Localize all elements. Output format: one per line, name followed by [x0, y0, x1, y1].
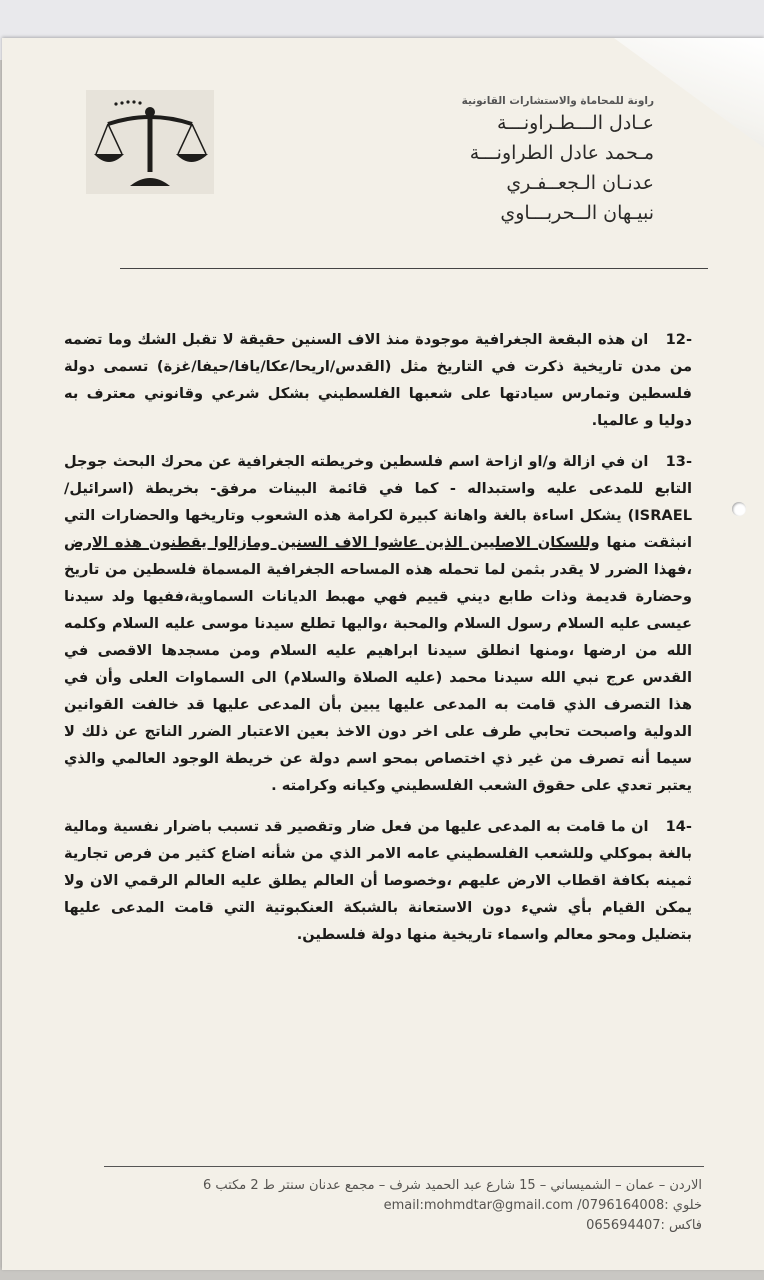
firm-title: راونة للمحاماة والاستشارات القانونية — [461, 95, 654, 107]
letterhead-names — [374, 94, 654, 228]
partner-name: عـادل الـــطـراونـــة — [496, 112, 654, 134]
footer-divider — [104, 1166, 704, 1167]
punch-hole — [732, 502, 746, 516]
partner-name: نبيـهان الــحربـــاوي — [500, 202, 654, 224]
partner-name: مـحمد عادل الطراونـــة — [469, 142, 654, 164]
clause-number: -13 — [665, 453, 692, 470]
scales-of-justice-icon — [86, 90, 214, 194]
clause-number: -12 — [665, 331, 692, 348]
clause-text: ،فهذا الضرر لا يقدر بثمن لما تحمله هذه المساحه الجغرافية المسماة فلسطين من تاريخ وحضارة قديمة وذات طابع ديني قييم فهي مهبط الديانات السماوية،ففيها ولد سيدنا عيسى عليه السلام رسول السلام والمحبة ،واليها تطلع سيدنا موسى عليه السلام وكلمه الله من ارضها ،ومنها انطلق سيدنا ابراهيم عليه السلام ومن مسجدها الاقصى في القدس عرج نبي الله سيدنا محمد (عليه الصلاة والسلام) الى السماوات العلى وأن في هذا التصرف الذي قامت به المدعى عليها يبين بأن المدعى عليها قد خالفت القوانين الدولية واصبحت تحابي طرف على اخر دون الاخذ بعين الاعتبار الضرر الناتج عن ذلك لا سيما أنه تصرف من غير ذي اختصاص بمحو اسم دولة عن خريطة الوجود العالمي والذي يعتبر تعدي على حقوق الشعب الفلسطيني وكيانه وكرامته . — [64, 561, 692, 794]
clause-text-underlined: وللسكان الاصليين الذين عاشوا الاف السنين ومازالوا يقطنون هذه الارض — [64, 534, 600, 551]
partner-name: عدنـان الـجعــفـري — [506, 172, 654, 194]
clause-text: ان ما قامت به المدعى عليها من فعل ضار وتقصير قد تسبب باضرار نفسية ومالية بالغة بموكلي وللشعب الفلسطيني عامه الامر الذي من شأنه اضاع كثير من فرص تجارية ثمينه بكافة اقطاب الارض عليهم ،وخصوصا أن العالم يطلق عليه العالم الرقمي الان ولا يمكن القيام بأي شيء دون الاستعانة بالشبكة العنكبوتية التي قامت المدعى عليها بتضليل ومحو معالم واسماء تاريخية منها دولة فلسطين. — [64, 818, 692, 943]
clause-text: ان في ازالة و/او ازاحة اسم فلسطين وخريطته الجغرافية عن محرك البحث جوجل التابع للمدعى عليه واستبداله - كما في قائمة البينات مرفق- بخريطة (اسرائيل/ ISRAEL) يشكل اساءة بالغة واهانة كبيرة لكرامة هذه الشعوب وتاريخها والحضارات التي انبثقت منها — [64, 453, 692, 551]
header-divider — [120, 268, 708, 269]
footer-address: الاردن – عمان – الشميساني – 15 شارع عبد الحميد شرف – مجمع عدنان سنتر ط 2 مكتب 6 — [203, 1178, 702, 1193]
clause-text: ان هذه البقعة الجغرافية موجودة منذ الاف السنين حقيقة لا تقبل الشك وما تضمه من مدن تاريخية ذكرت في التاريخ مثل (القدس/اريحا/عكا/يافا/حيفا/غزة) تسمى دولة فلسطين وتمارس سيادتها على شعبها الفلسطيني بشكل شرعي وقانوني معترف به دوليا و عالميا. — [64, 331, 692, 429]
footer-contact: خلوي :0796164008/ email:mohmdtar@gmail.com — [383, 1198, 702, 1213]
clause-14 — [64, 813, 692, 948]
clause-number: -14 — [665, 818, 692, 835]
footer-fax: فاكس :065694407 — [586, 1218, 702, 1233]
clause-12 — [64, 326, 692, 434]
document-body — [64, 326, 692, 962]
footer — [142, 1176, 702, 1236]
clause-13 — [64, 448, 692, 799]
